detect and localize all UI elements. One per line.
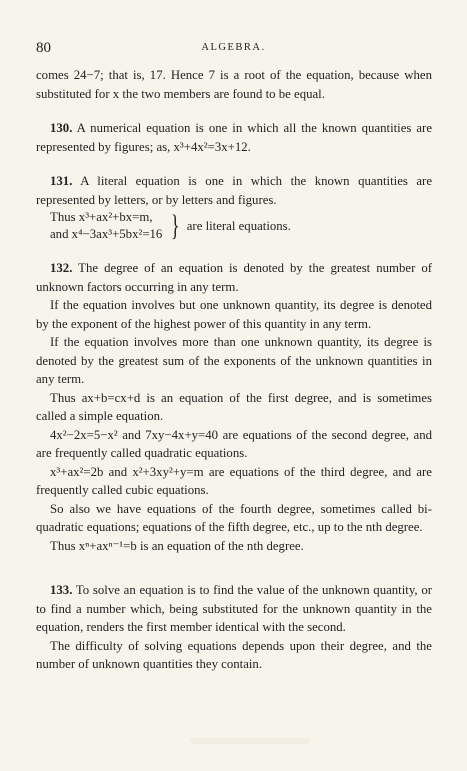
paragraph: Thus ax+b=cx+d is an equation of the first degree, and is sometimes called a simple equation. — [36, 390, 432, 423]
equation-line-2: and x⁴−3ax³+5bx²=16 — [50, 227, 163, 241]
literal-equations-block — [50, 209, 432, 243]
section-132 — [36, 259, 432, 296]
section-text: A literal equation is one in which the known quantities are represented by letters, or by letters and figures. — [36, 174, 432, 207]
equation-lines — [50, 209, 162, 243]
equation-line-1: Thus x³+ax²+bx=m, — [50, 210, 153, 224]
section-133 — [36, 581, 432, 637]
paragraph: 4x²−2x=5−x² and 7xy−4x+y=40 are equations of the second degree, and are frequently called quadratic equations. — [36, 427, 432, 460]
section-number: 130. — [50, 121, 73, 135]
paragraph: So also we have equations of the fourth degree, sometimes called bi-quadratic equations; equations of the fifth degree, etc., up to the nth degree. — [36, 501, 432, 534]
section-number: 131. — [50, 174, 73, 188]
paragraph: Thus xⁿ+axⁿ⁻¹=b is an equation of the nth degree. — [50, 538, 304, 553]
section-text: The degree of an equation is denoted by the greatest number of unknown factors occurring in any term. — [36, 261, 432, 294]
section-130 — [36, 119, 432, 156]
section-text: A numerical equation is one in which all the known quantities are represented by figures; as, x³+4x²=3x+12. — [36, 121, 432, 154]
section-number: 132. — [50, 261, 73, 275]
section-number: 133. — [50, 583, 73, 597]
page-number: 80 — [36, 40, 51, 56]
section-text: To solve an equation is to find the value of the unknown quantity, or to find a number which, being substituted for the unknown quantity in the equation, renders the first member identical with the second. — [36, 583, 432, 634]
page-body — [36, 66, 432, 674]
running-title: ALGEBRA. — [201, 42, 266, 53]
paragraph: If the equation involves but one unknown quantity, its degree is denoted by the exponent of the highest power of this quantity in any term. — [36, 298, 432, 331]
brace-symbol: } — [171, 209, 180, 242]
section-131 — [36, 172, 432, 209]
intro-paragraph: comes 24−7; that is, 17. Hence 7 is a root of the equation, because when substituted for x the two members are found to be equal. — [36, 68, 432, 101]
bleed-through-mark — [190, 738, 310, 744]
page-header — [36, 40, 431, 58]
paragraph: x³+ax²=2b and x²+3xy²+y=m are equations of the third degree, and are frequently called cubic equations. — [36, 464, 432, 497]
paragraph: The difficulty of solving equations depends upon their degree, and the number of unknown quantities they contain. — [36, 638, 432, 671]
equation-note: are literal equations. — [186, 218, 291, 233]
paragraph: If the equation involves more than one unknown quantity, its degree is denoted by the greatest sum of the exponents of the unknown quantities in any term. — [36, 335, 432, 386]
